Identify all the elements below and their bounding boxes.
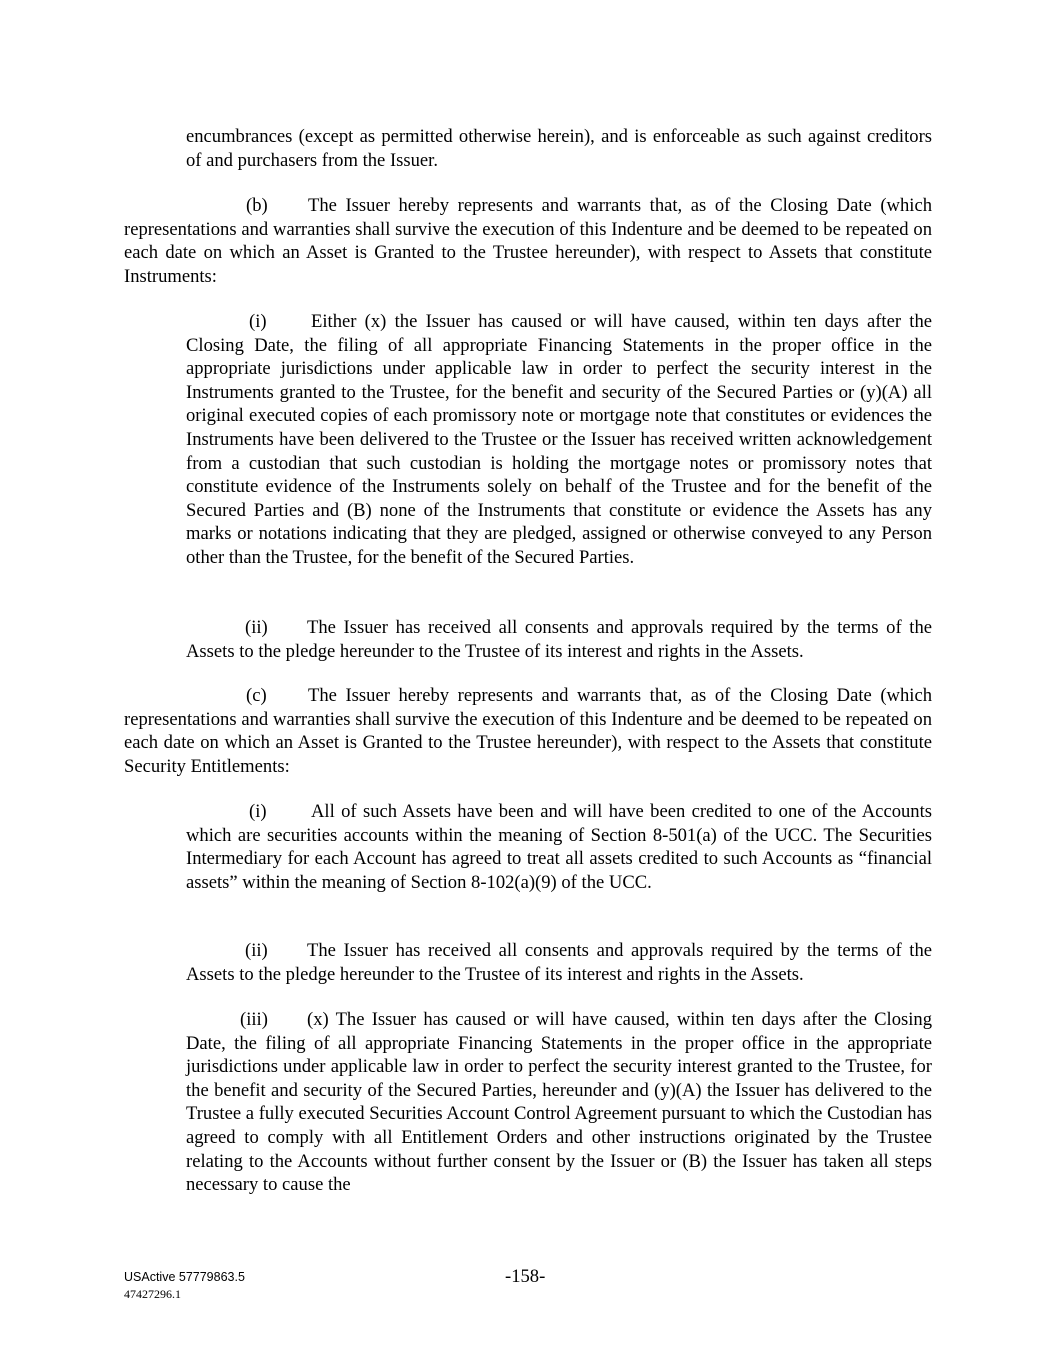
paragraph-label: (c) [246, 685, 267, 706]
paragraph-c-i [186, 800, 932, 894]
paragraph-label: (ii) [245, 940, 268, 961]
paragraph-c [124, 684, 932, 778]
paragraph-label: (ii) [245, 617, 268, 638]
paragraph-text: The Issuer has received all consents and approvals required by the terms of the Assets to the pledge hereunder to the Trustee of its interest and rights in the Assets. [186, 617, 932, 662]
paragraph-text: encumbrances (except as permitted otherwise herein), and is enforceable as such against creditors of and purchasers from the Issuer. [186, 126, 932, 171]
footer-document-id-secondary: 47427296.1 [124, 1287, 181, 1301]
paragraph-c-iii [186, 1008, 932, 1197]
paragraph-text: All of such Assets have been and will have been credited to one of the Accounts which are securities accounts within the meaning of Section 8-501(a) of the UCC. The Securities Intermediary for each Account has agreed to treat all assets credited to such Accounts as “financial assets” within the meaning of Section 8-102(a)(9) of the UCC. [186, 801, 932, 893]
paragraph-text: The Issuer has received all consents and approvals required by the terms of the Assets to the pledge hereunder to the Trustee of its interest and rights in the Assets. [186, 940, 932, 985]
paragraph-text: Either (x) the Issuer has caused or will have caused, within ten days after the Closing Date, the filing of all appropriate Financing Statements in the proper office in the appropriate jurisdictions under applicable law in order to perfect the security interest in the Instruments granted to the Trustee, for the benefit and security of the Secured Parties or (y)(A) all original executed copies of each promissory note or mortgage note that constitutes or evidences the Instruments have been delivered to the Trustee or the Issuer has received written acknowledgement from a custodian that such custodian is holding the mortgage notes or promissory notes that constitute evidence of the Instruments solely on behalf of the Trustee and for the benefit of the Secured Parties and (B) none of the Instruments that constitute or evidence the Assets has any marks or notations indicating that they are pledged, assigned or otherwise conveyed to any Person other than the Trustee, for the benefit of the Secured Parties. [186, 311, 932, 568]
paragraph-text: The Issuer hereby represents and warrants that, as of the Closing Date (which representations and warranties shall survive the execution of this Indenture and be deemed to be repeated on each date on which an Asset is Granted to the Trustee hereunder), with respect to the Assets that constitute Security Entitlements: [124, 685, 932, 777]
paragraph-b-ii [186, 616, 932, 663]
paragraph-label: (i) [249, 311, 267, 332]
paragraph-b [124, 194, 932, 288]
paragraph-text: The Issuer hereby represents and warrants that, as of the Closing Date (which representations and warranties shall survive the execution of this Indenture and be deemed to be repeated on each date on which an Asset is Granted to the Trustee hereunder), with respect to Assets that constitute Instruments: [124, 195, 932, 287]
paragraph-continuation [186, 125, 932, 172]
paragraph-label: (b) [246, 195, 268, 216]
paragraph-b-i [186, 310, 932, 570]
paragraph-label: (i) [249, 801, 267, 822]
paragraph-text: (x) The Issuer has caused or will have caused, within ten days after the Closing Date, the filing of all appropriate Financing Statements in the proper office in the appropriate jurisdictions under applicable law in order to perfect the security interest granted to the Trustee, for the benefit and security of the Secured Parties, hereunder and (y)(A) the Issuer has delivered to the Trustee a fully executed Securities Account Control Agreement pursuant to which the Custodian has agreed to comply with all Entitlement Orders and other instructions originated by the Trustee relating to the Accounts without further consent by the Issuer or (B) the Issuer has taken all steps necessary to cause the [186, 1009, 932, 1196]
paragraph-label: (iii) [240, 1009, 268, 1030]
footer-document-id: USActive 57779863.5 [124, 1270, 245, 1284]
paragraph-c-ii [186, 939, 932, 986]
page-number: -158- [505, 1266, 546, 1287]
